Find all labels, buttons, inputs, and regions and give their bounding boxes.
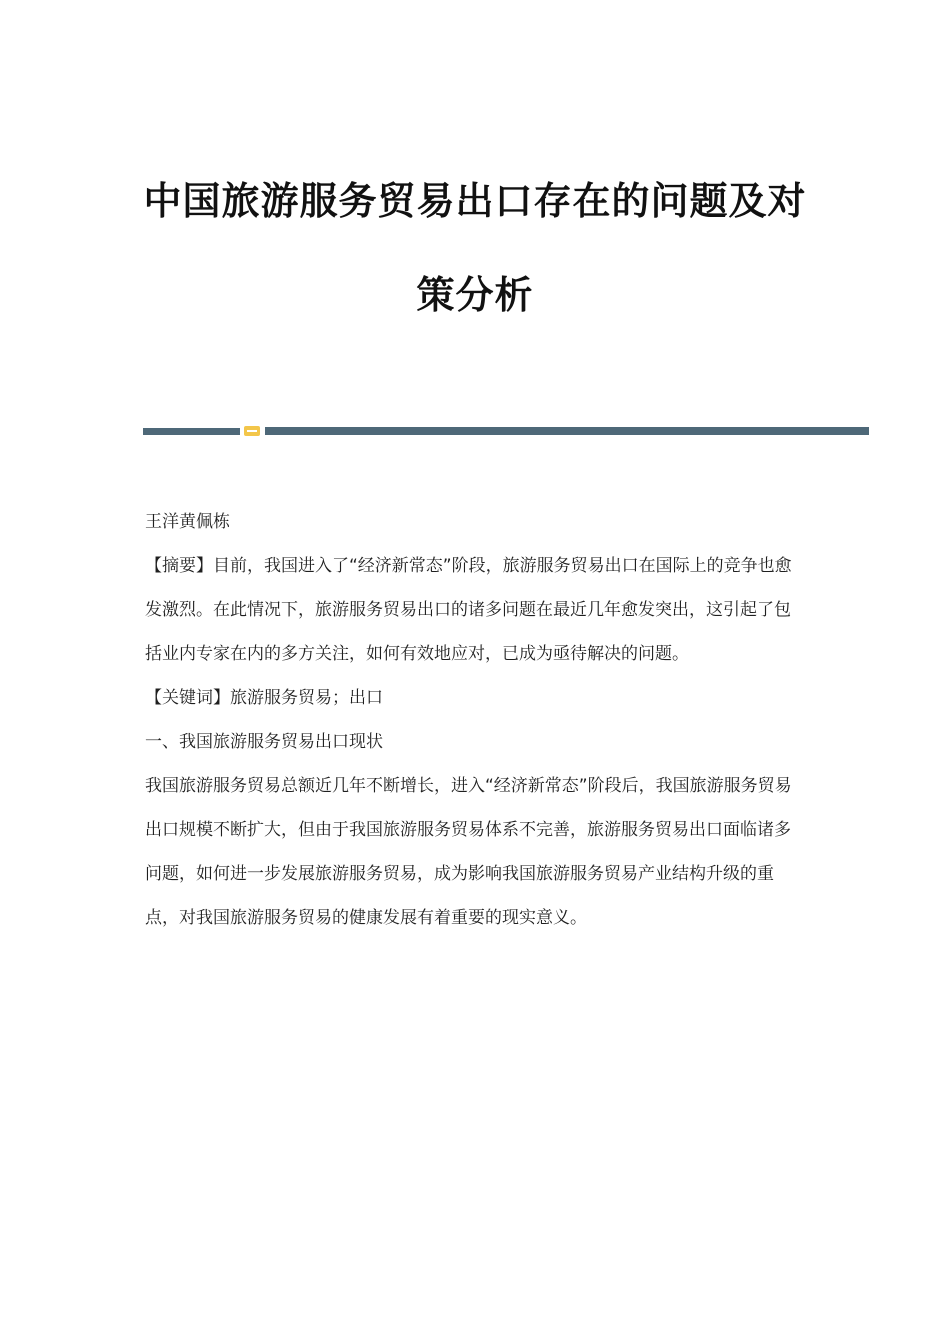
section-heading: 一、我国旅游服务贸易出口现状 — [145, 732, 383, 752]
divider-bar-right — [265, 427, 869, 435]
keywords: 【关键词】旅游服务贸易；出口 — [145, 688, 383, 708]
authors: 王洋黄佩栋 — [145, 512, 230, 532]
title-divider — [143, 426, 869, 436]
document-body — [145, 500, 797, 940]
title-block — [0, 170, 950, 326]
document-title-line-1: 中国旅游服务贸易出口存在的问题及对 — [143, 178, 807, 223]
section-paragraph: 我国旅游服务贸易总额近几年不断增长，进入“经济新常态”阶段后，我国旅游服务贸易出口规模不断扩大，但由于我国旅游服务贸易体系不完善，旅游服务贸易出口面临诸多问题，如何进一步发展旅游服务贸易，成为影响我国旅游服务贸易产业结构升级的重点，对我国旅游服务贸易的健康发展有着重要的现实意义。 — [145, 776, 792, 928]
divider-bar-left — [143, 428, 240, 435]
document-title-line-2: 策分析 — [416, 272, 534, 317]
abstract: 【摘要】目前，我国进入了“经济新常态”阶段，旅游服务贸易出口在国际上的竞争也愈发激烈。在此情况下，旅游服务贸易出口的诸多问题在最近几年愈发突出，这引起了包括业内专家在内的多方关注，如何有效地应对，已成为亟待解决的问题。 — [145, 556, 792, 664]
divider-emblem-icon — [244, 426, 260, 436]
